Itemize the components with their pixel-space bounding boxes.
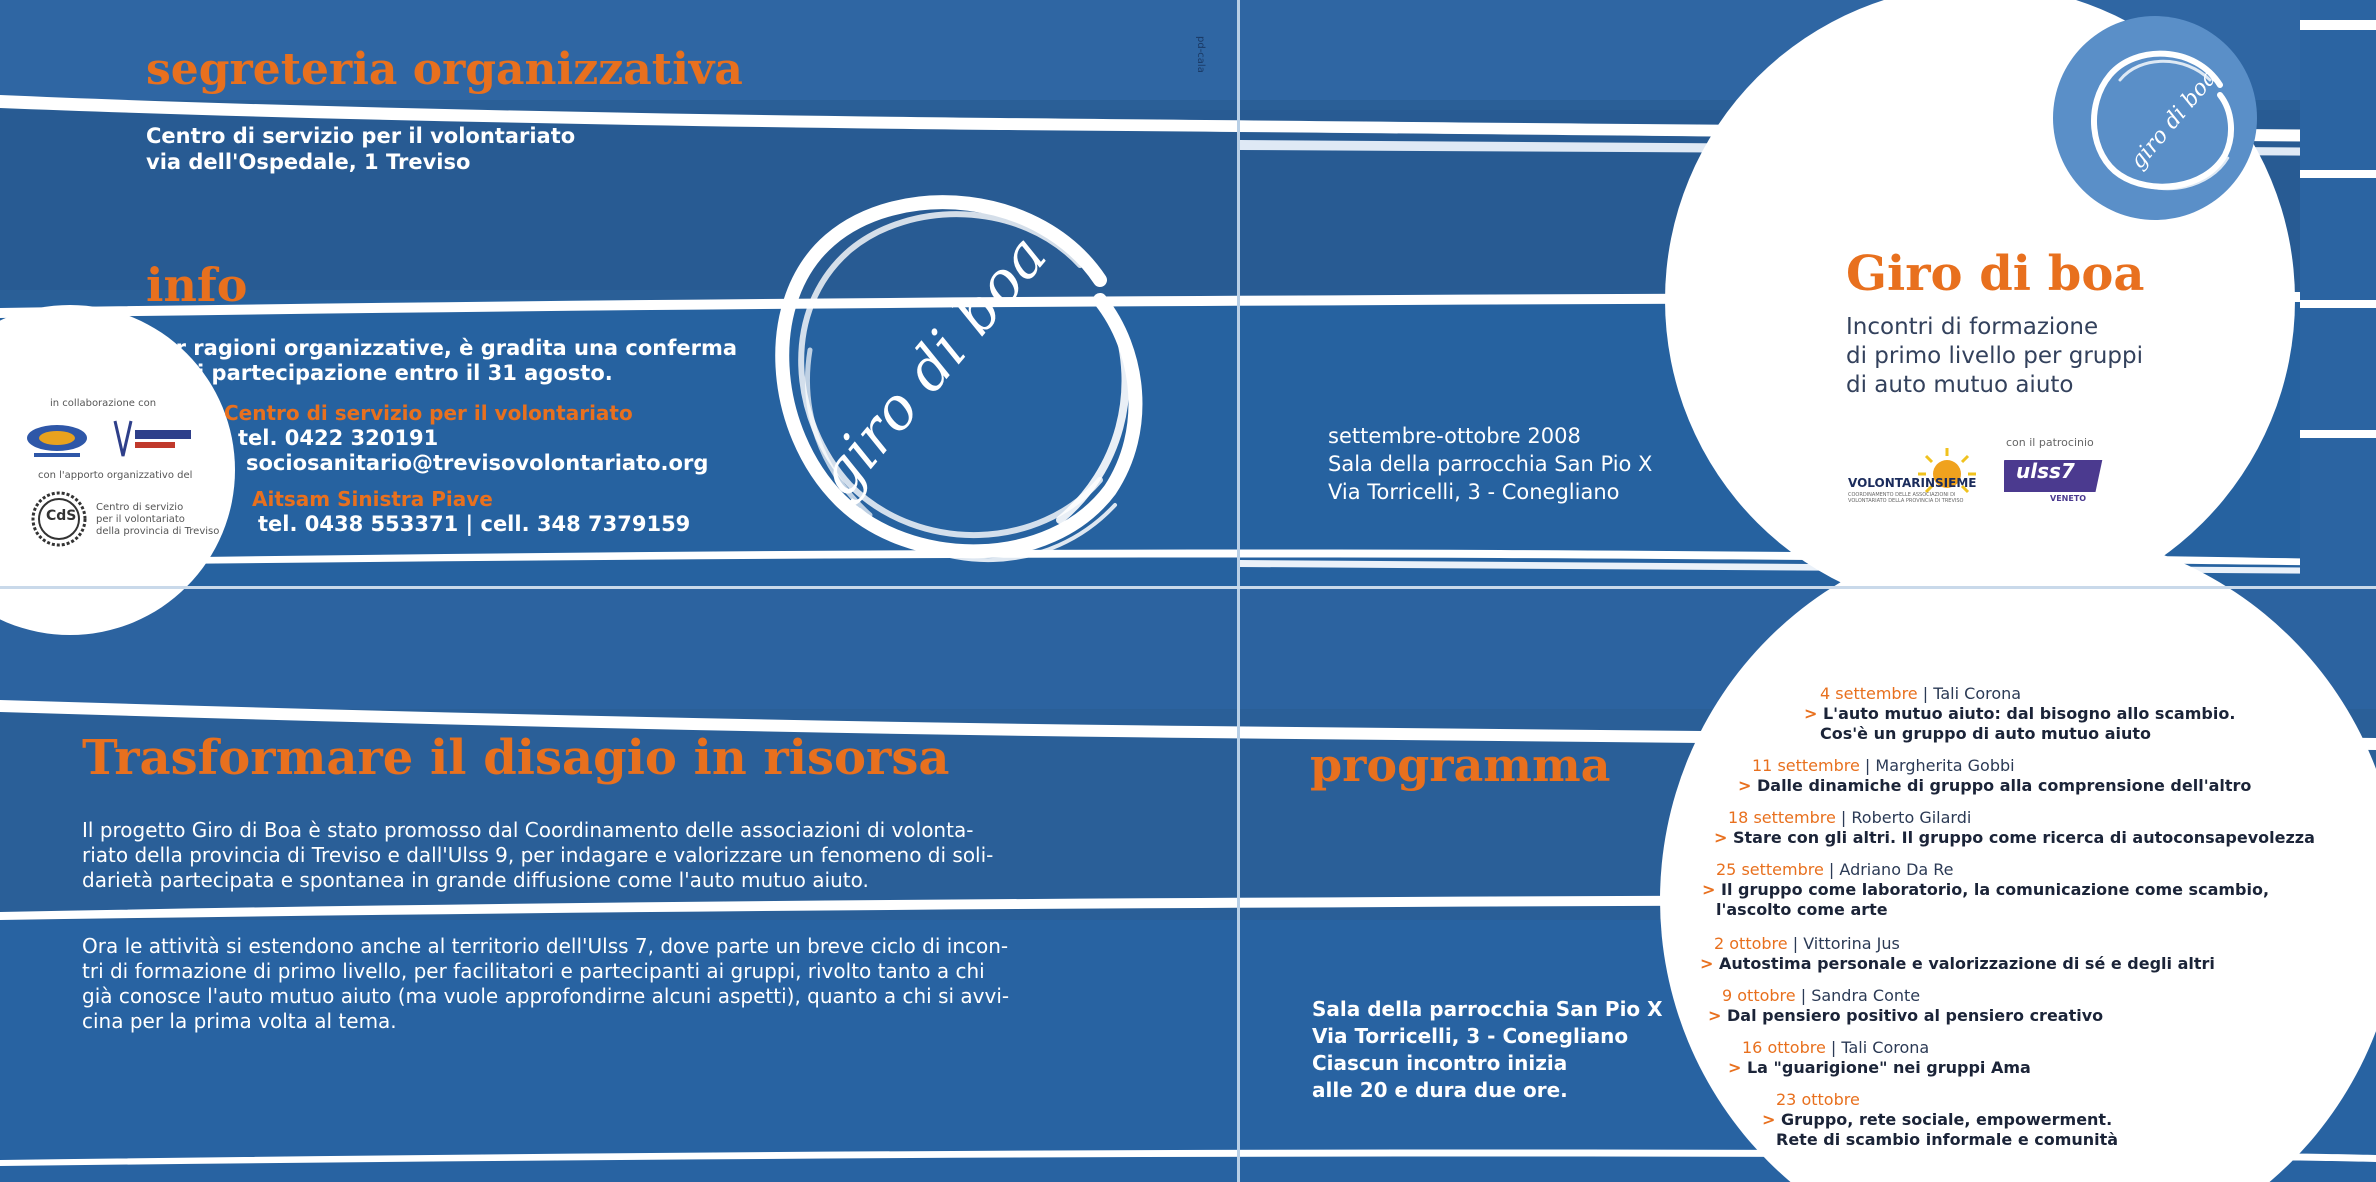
program-item: 4 settembre | Tali Corona > L'auto mutuo aiuto: dal bisogno allo scambio. Cos'è un gruppo di auto mutuo aiuto <box>1804 684 2236 743</box>
program-item: 11 settembre | Margherita Gobbi > Dalle dinamiche di gruppo alla comprensione dell'altro <box>1738 756 2252 795</box>
ulss7-logo-subtext: VENETO <box>2050 494 2087 503</box>
contact1-email[interactable]: sociosanitario@trevisovolontariato.org <box>246 451 709 475</box>
sponsor-block <box>10 390 225 590</box>
svg-text:giro di boa: giro di boa <box>2125 65 2223 174</box>
program-item: 23 ottobre > Gruppo, rete sociale, empowerment. Rete di scambio informale e comunità <box>1762 1090 2119 1149</box>
csv-description: Centro di servizio per il volontariato della provincia di Treviso <box>96 502 220 537</box>
intro-paragraph-2: Ora le attività si estendono anche al territorio dell'Ulss 7, dove parte un breve ciclo di incon- tri di formazione di primo livello, per facilitatori e partecipanti ai gruppi, rivolto tanto a chi già conosce l'auto mutuo aiuto (ma vuole approfondirne alcuni aspetti), quanto a chi si avvi- cina per la prima volta al tema. <box>82 934 1010 1033</box>
segreteria-line2: via dell'Ospedale, 1 Treviso <box>146 150 471 174</box>
ulss7-logo-text: ulss7 <box>2016 459 2075 483</box>
event-venue-1: Sala della parrocchia San Pio X <box>1328 452 1653 476</box>
collab-label: in collaborazione con <box>50 398 157 409</box>
program-item: 16 ottobre | Tali Corona > La "guarigione" nei gruppi Ama <box>1728 1038 2031 1077</box>
segreteria-title: segreteria organizzativa <box>146 44 743 95</box>
cover-subtitle-3: di auto mutuo aiuto <box>1846 372 2074 398</box>
programma-title: programma <box>1310 738 1611 792</box>
program-item: 25 settembre | Adriano Da Re > Il gruppo come laboratorio, la comunicazione come scambio, l'ascolto come arte <box>1702 860 2270 919</box>
logo-script-text: giro di boa <box>803 222 1060 509</box>
program-item: 9 ottobre | Sandra Conte > Dal pensiero positivo al pensiero creativo <box>1708 986 2104 1025</box>
contact1-tel: tel. 0422 320191 <box>238 426 439 450</box>
info-line2: di partecipazione entro il 31 agosto. <box>182 361 613 385</box>
csv-logo-text: CdS <box>46 508 77 524</box>
info-line1: Per ragioni organizzative, è gradita una conferma <box>146 336 738 360</box>
contact1-name: Centro di servizio per il volontariato <box>224 401 633 425</box>
cover-title: Giro di boa <box>1846 246 2145 302</box>
support-label: con l'apporto organizzativo del <box>38 470 193 481</box>
segreteria-line1: Centro di servizio per il volontariato <box>146 124 576 148</box>
event-venue-2: Via Torricelli, 3 - Conegliano <box>1328 480 1620 504</box>
program-item: 18 settembre | Roberto Gilardi > Stare con gli altri. Il gruppo come ricerca di autoconsapevolezza <box>1714 808 2315 847</box>
fold-line-horizontal <box>0 586 2376 589</box>
giro-di-boa-small-logo <box>2070 40 2240 200</box>
program-item: 2 ottobre | Vittorina Jus > Autostima personale e valorizzazione di sé e degli altri <box>1700 934 2215 973</box>
volontarinsieme-logo-text: VOLONTARINSIEME <box>1848 476 1977 490</box>
fold-line-vertical <box>1237 0 1240 1182</box>
intro-paragraph-1: Il progetto Giro di Boa è stato promosso dal Coordinamento delle associazioni di volonta- riato della provincia di Treviso e dall'Ulss 9, per indagare e valorizzare un fenomeno di soli- darietà partecipata e spontanea in grande diffusione come l'auto mutuo aiuto. <box>82 818 994 892</box>
cover-subtitle-1: Incontri di formazione <box>1846 314 2099 340</box>
vertical-mark: pd-cala <box>1195 36 1206 73</box>
programma-venue: Sala della parrocchia San Pio X Via Torricelli, 3 - Conegliano Ciascun incontro inizia alle 20 e dura due ore. <box>1312 997 1663 1102</box>
contact2-tel: tel. 0438 553371 | cell. 348 7379159 <box>258 512 691 536</box>
patrocinio-label: con il patrocinio <box>2006 436 2094 449</box>
volontarinsieme-logo-subtext: COORDINAMENTO DELLE ASSOCIAZIONI DI VOLONTARIATO DELLA PROVINCIA DI TREVISO <box>1848 492 1964 504</box>
giro-di-boa-brush-logo <box>720 170 1160 590</box>
info-title: info <box>146 258 248 312</box>
volontariato-sinistra-piave-logo-icon <box>105 416 195 461</box>
contact2-name: Aitsam Sinistra Piave <box>252 487 493 511</box>
cover-subtitle-2: di primo livello per gruppi <box>1846 343 2143 369</box>
intro-title: Trasformare il disagio in risorsa <box>82 730 950 786</box>
ama-logo-icon <box>22 420 92 460</box>
event-date: settembre-ottobre 2008 <box>1328 424 1581 448</box>
